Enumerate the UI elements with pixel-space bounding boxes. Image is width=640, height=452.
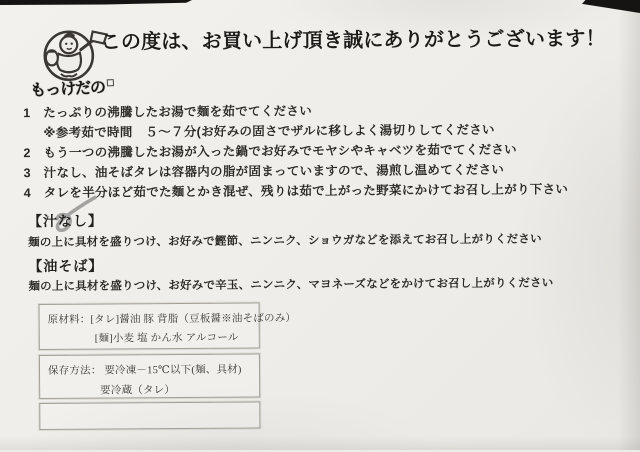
ingredients-line-2: [麺]小麦 塩 かん水 アルコール [94,332,239,345]
section-heading-aburasoba: 【油そば】 [28,257,104,275]
instruction-step-4 [24,179,569,201]
step-number: 4 [23,186,32,201]
ingredients-box [39,302,297,350]
empty-box [39,401,260,430]
step-text: タレを半分ほど茹でた麺とかき混ぜ、残りは茹で上がった野菜にかけてお召し上がり下さい [43,182,569,200]
step-number: 3 [23,166,31,181]
product-info-table [39,302,297,430]
instruction-step-1 [23,101,312,121]
step-text: 汁なし、油そばタレは容器内の脂が固まっていますので、湯煎し温めてください [43,162,505,180]
storage-box [39,353,260,399]
step-text: たっぷりの沸騰したお湯で麺を茹でてください [43,104,313,120]
storage-line-1: 保存方法： 要冷凍－15℃以下(麺、具材) [47,364,242,377]
section-heading-shirunashi: 【汁なし】 [27,212,104,230]
step-number: 2 [23,146,31,161]
instruction-step-3 [24,160,505,181]
step-number: 1 [23,106,31,121]
section-body-aburasoba: 麺の上に具材を盛りつけ、お好みで辛玉、ニンニク、マヨネーズなどをかけてお召し上がりください [28,277,554,294]
storage-line-2: 要冷蔵（タレ） [100,385,176,397]
brand-name: もっけだの [30,74,123,101]
instruction-step-2 [23,140,517,161]
instruction-step-1-note: ※参考茹で時間 ５〜７分(お好みの固さでザルに移しよく湯切りしてください [43,122,495,140]
section-body-shirunashi: 麺の上に具材を盛りつけ、お好みで鰹節、ニンニク、ショウガなどを添えてお召し上がりください [28,233,542,250]
step-text: もう一つの沸騰したお湯が入った鍋でお好みでモヤシやキャベツを茹でてください [43,142,518,160]
ingredients-line-1: 原材料：[タレ]醤油 豚 背脂（豆板醤※油そばのみ） [47,313,297,326]
thank-you-title: この度は、お買い上げ頂き誠にありがとうございます！ [100,28,606,54]
